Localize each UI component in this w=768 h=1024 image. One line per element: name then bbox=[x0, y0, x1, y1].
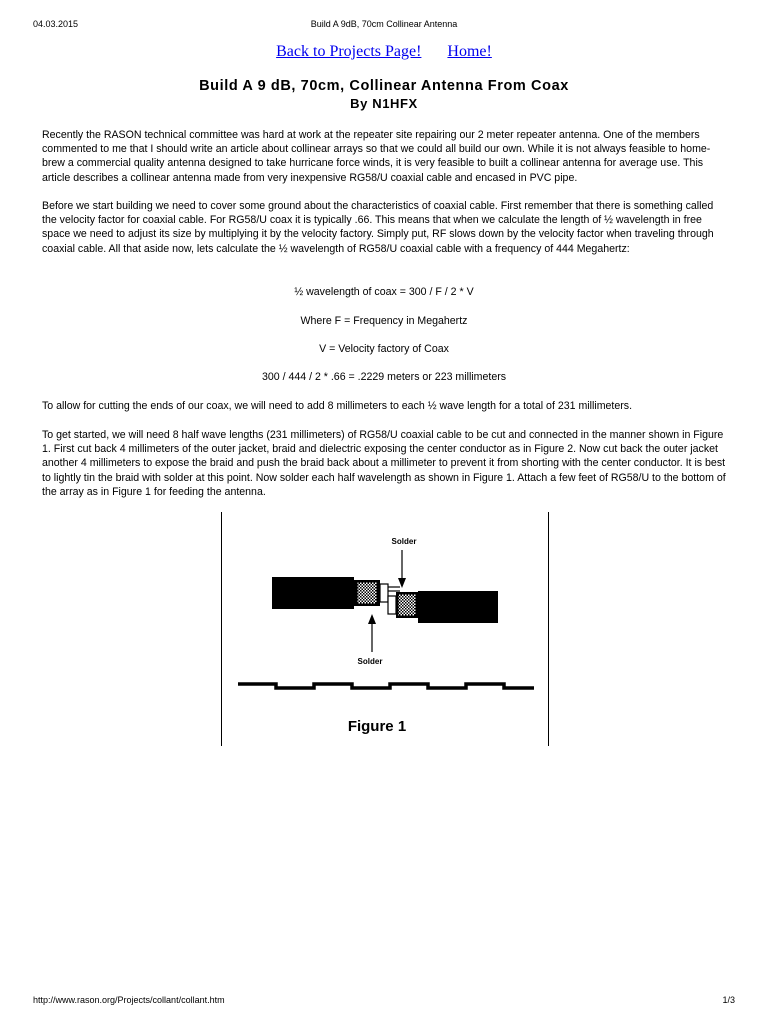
solder-label-top: Solder bbox=[391, 537, 417, 546]
solder-label-bottom: Solder bbox=[357, 657, 383, 666]
print-date: 04.03.2015 bbox=[33, 19, 79, 29]
nav-links bbox=[0, 43, 768, 61]
figure-caption: Figure 1 bbox=[347, 718, 407, 735]
left-coax-jacket bbox=[272, 577, 354, 609]
footer-url: http://www.rason.org/Projects/collant/collant.htm bbox=[33, 995, 225, 1005]
print-page-title: Build A 9dB, 70cm Collinear Antenna bbox=[310, 19, 458, 29]
equation-frequency-def: Where F = Frequency in Megahertz bbox=[300, 315, 468, 327]
home-link[interactable]: Home! bbox=[447, 43, 492, 60]
paragraph-cut-allowance: To allow for cutting the ends of our coax, we will need to add 8 millimeters to each ½ wave length for a total of 231 millimeters. bbox=[42, 400, 633, 412]
paragraph-velocity-factor: Before we start building we need to cover some ground about the characteristics of coaxial cable. First remember that there is something called the velocity factor for coaxial cable. For RG58/U coax it is typically .66. This means that when we calculate the length of ½ wavelength in free space we need to adjust its size by multiplying it by the velocity factory. Simply put, RF slows down by the velocity factor when traveling through coaxial cable. All that aside now, lets calculate the ½ wavelength of RG58/U coaxial cable with a frequency of 444 Megahertz: bbox=[42, 200, 714, 255]
paragraph-getting-started: To get started, we will need 8 half wave lengths (231 millimeters) of RG58/U coaxial cable to be cut and connected in the manner shown in Figure 1. First cut back 4 millimeters of the outer jacket, braid and dielectric exposing the center conductor as in Figure 2. Now cut back the outer jacket another 4 millimeters to expose the braid and push the braid back about a millimeter to prevent it from shorting with the center conductor. It is best to lightly tin the braid with solder at this point. Now solder each half wavelength as shown in Figure 1. Attach a few feet of RG58/U to the bottom of the array as in Figure 1 for feeding the antenna. bbox=[42, 429, 726, 498]
equation-velocity-def: V = Velocity factory of Coax bbox=[319, 343, 449, 355]
back-to-projects-link[interactable]: Back to Projects Page! bbox=[276, 43, 422, 60]
equation-half-wavelength: ½ wavelength of coax = 300 / F / 2 * V bbox=[294, 286, 474, 298]
paragraph-intro: Recently the RASON technical committee was hard at work at the repeater site repairing our 2 meter repeater antenna. One of the members commented to me that I should write an article about collinear arrays so that we could all build our own. While it is not always feasible to home-brew a commercial quality antenna designed to take hurricane force winds, it is very feasible to built a collinear antenna for average use. This article describes a collinear antenna made from very inexpensive RG58/U coaxial cable and encased in PVC pipe. bbox=[42, 129, 711, 184]
equation-result: 300 / 444 / 2 * .66 = .2229 meters or 223 millimeters bbox=[261, 371, 507, 383]
article-byline: By N1HFX bbox=[350, 96, 418, 111]
collinear-array-line bbox=[238, 684, 534, 688]
article-title: Build A 9 dB, 70cm, Collinear Antenna From Coax bbox=[199, 78, 569, 94]
figure-1 bbox=[221, 512, 549, 746]
right-coax-jacket bbox=[418, 591, 498, 623]
coax-joint-diagram bbox=[222, 512, 548, 746]
footer-page-number: 1/3 bbox=[722, 995, 735, 1005]
